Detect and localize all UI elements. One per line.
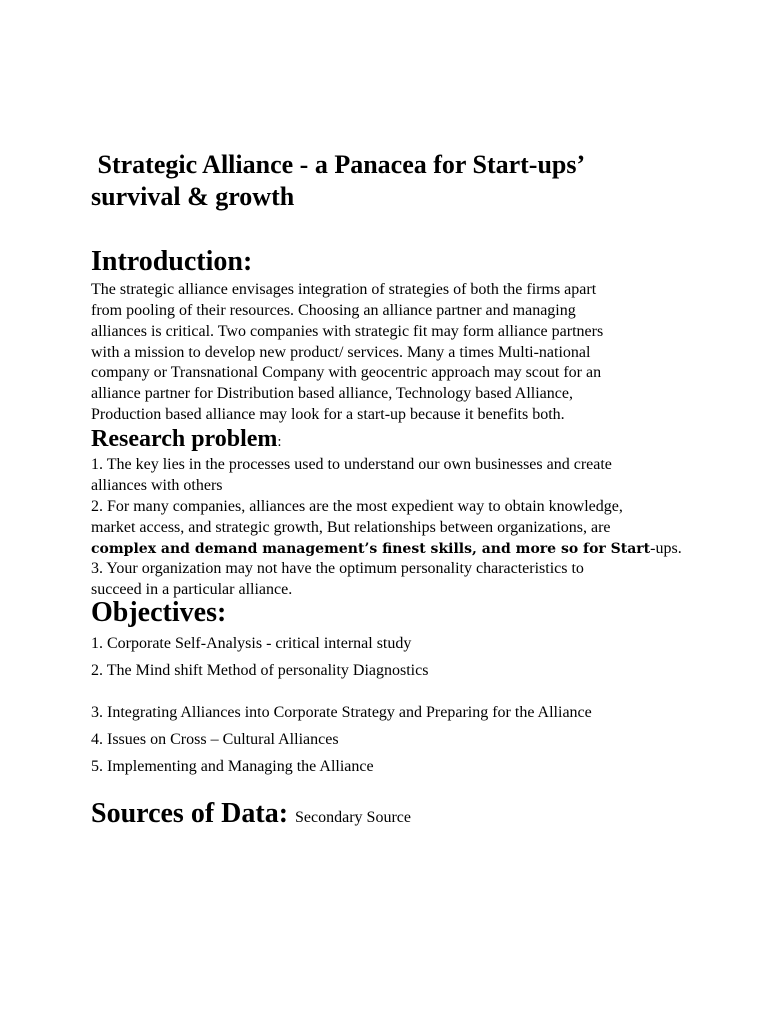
objectives-heading: Objectives: [91,597,227,628]
introduction-line: Production based alliance may look for a start-up because it benefits both. [91,406,565,423]
research-problem-heading-text: Research problem [91,426,278,452]
research-problem-line: 1. The key lies in the processes used to understand our own businesses and create [91,456,612,473]
objective-item: 5. Implementing and Managing the Alliance [91,758,374,775]
introduction-line: company or Transnational Company with geocentric approach may scout for an [91,364,602,381]
introduction-heading: Introduction: [91,246,253,277]
sources-of-data [91,798,411,834]
introduction-line: with a mission to develop new product/ services. Many a times Multi-national [91,344,591,361]
research-problem-line: 2. For many companies, alliances are the most expedient way to obtain knowledge, [91,498,623,515]
title-text-1: Strategic Alliance - a Panacea for Start-ups’ [97,150,586,179]
introduction-line: from pooling of their resources. Choosing an alliance partner and managing [91,302,576,319]
introduction-line: alliances is critical. Two companies with strategic fit may form alliance partners [91,323,604,340]
sources-heading: Sources of Data: [91,798,289,829]
objective-item: 2. The Mind shift Method of personality Diagnostics [91,662,429,679]
research-problem-colon: : [277,434,282,450]
research-problem-line: alliances with others [91,477,223,494]
research-problem-line-tail: -ups. [650,540,682,557]
introduction-line: The strategic alliance envisages integration of strategies of both the firms apart [91,281,597,298]
research-problem-line: market access, and strategic growth, But relationships between organizations, are [91,519,611,536]
research-problem-line: 3. Your organization may not have the optimum personality characteristics to [91,560,584,577]
research-problem-line: succeed in a particular alliance. [91,581,293,598]
research-problem-bold-text: complex and demand management’s finest skills, and more so for Start [91,541,651,557]
objective-item: 4. Issues on Cross – Cultural Alliances [91,731,339,748]
introduction-line: alliance partner for Distribution based alliance, Technology based Alliance, [91,385,573,402]
document-title-line-2: survival & growth [91,182,295,211]
objective-item: 1. Corporate Self-Analysis - critical internal study [91,635,412,652]
research-problem-heading [91,425,282,456]
objective-item: 3. Integrating Alliances into Corporate Strategy and Preparing for the Alliance [91,704,592,721]
sources-value: Secondary Source [295,809,411,826]
research-problem-line [91,538,682,560]
